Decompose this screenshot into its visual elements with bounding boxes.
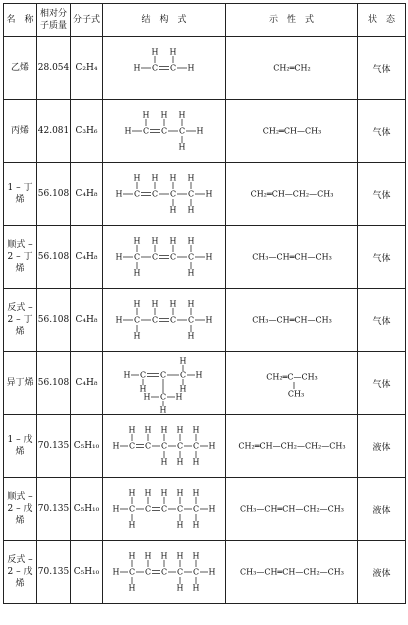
carbon-atom: C [192, 441, 200, 451]
hydrogen-atom: H [187, 268, 195, 278]
hydrogen-atom: H [160, 457, 168, 467]
header-row [4, 4, 406, 37]
hydrogen-atom: H [208, 441, 216, 451]
hydrogen-atom: H [115, 315, 123, 325]
hydrogen-atom: H [133, 331, 141, 341]
structural-formula [103, 101, 225, 161]
table-row [4, 226, 406, 289]
hydrogen-atom: H [187, 205, 195, 215]
semi-formula-text: CH₃—CH═CH—CH₂—CH₃ [239, 504, 344, 514]
header-name: 名 称 [4, 4, 37, 37]
hydrogen-atom: H [112, 504, 120, 514]
carbon-atom: C [176, 441, 184, 451]
hydrogen-atom: H [178, 142, 186, 152]
hydrogen-atom: H [133, 173, 141, 183]
molecular-weight: 56.108 [37, 289, 71, 352]
hydrogen-atom: H [133, 236, 141, 246]
hydrogen-atom: H [160, 110, 168, 120]
molecular-formula: C₅H₁₀ [71, 541, 103, 604]
carbon-atom: C [159, 370, 167, 380]
carbon-atom: C [169, 315, 177, 325]
physical-state: 气体 [358, 100, 406, 163]
structural-formula [103, 164, 225, 224]
compound-name: 异丁烯 [4, 352, 37, 415]
structural-formula [103, 416, 225, 476]
hydrogen-atom: H [169, 173, 177, 183]
structural-formula [103, 290, 225, 350]
semi-formula-text: CH₂═CH—CH₃ [262, 126, 321, 136]
hydrogen-atom: H [187, 236, 195, 246]
molecular-weight: 70.135 [37, 541, 71, 604]
hydrogen-atom: H [128, 488, 136, 498]
physical-state: 气体 [358, 352, 406, 415]
table-row [4, 541, 406, 604]
table-row [4, 289, 406, 352]
structural-formula [103, 227, 225, 287]
carbon-atom: C [151, 252, 159, 262]
hydrogen-atom: H [144, 551, 152, 561]
structural-formula [103, 479, 225, 539]
carbon-atom: C [144, 567, 152, 577]
structural-formula-cell [103, 415, 226, 478]
structural-formula [103, 353, 225, 413]
hydrogen-atom: H [133, 268, 141, 278]
semi-structural-formula [227, 237, 357, 277]
semi-structural-formula [227, 426, 357, 466]
hydrogen-atom: H [208, 567, 216, 577]
physical-state: 液体 [358, 541, 406, 604]
table-row [4, 478, 406, 541]
semi-structural-cell [226, 163, 358, 226]
hydrogen-atom: H [128, 583, 136, 593]
hydrogen-atom: H [115, 189, 123, 199]
carbon-atom: C [151, 63, 159, 73]
hydrogen-atom: H [175, 392, 183, 402]
hydrogen-atom: H [178, 110, 186, 120]
semi-structural-cell [226, 37, 358, 100]
hydrogen-atom: H [192, 520, 200, 530]
carbon-atom: C [133, 252, 141, 262]
header-structure: 结 构 式 [103, 4, 226, 37]
hydrogen-atom: H [128, 425, 136, 435]
semi-structural-formula [227, 300, 357, 340]
table-row [4, 415, 406, 478]
carbon-atom: C [179, 370, 187, 380]
molecular-weight: 28.054 [37, 37, 71, 100]
carbon-atom: C [144, 504, 152, 514]
hydrogen-atom: H [192, 488, 200, 498]
hydrogen-atom: H [160, 488, 168, 498]
physical-state: 气体 [358, 37, 406, 100]
hydrogen-atom: H [179, 356, 187, 366]
molecular-weight: 70.135 [37, 478, 71, 541]
semi-structural-formula [227, 48, 357, 88]
semi-structural-cell [226, 289, 358, 352]
hydrogen-atom: H [123, 370, 131, 380]
semi-structural-formula [227, 489, 357, 529]
carbon-atom: C [187, 189, 195, 199]
semi-structural-cell [226, 100, 358, 163]
hydrogen-atom: H [169, 299, 177, 309]
hydrogen-atom: H [112, 567, 120, 577]
semi-structural-formula [227, 111, 357, 151]
alkene-properties-table [3, 3, 406, 604]
semi-structural-formula [227, 363, 357, 403]
molecular-formula: C₂H₄ [71, 37, 103, 100]
carbon-atom: C [187, 252, 195, 262]
table-row [4, 37, 406, 100]
hydrogen-atom: H [160, 551, 168, 561]
carbon-atom: C [176, 567, 184, 577]
hydrogen-atom: H [195, 370, 203, 380]
hydrogen-atom: H [192, 425, 200, 435]
compound-name: 乙烯 [4, 37, 37, 100]
carbon-atom: C [176, 504, 184, 514]
physical-state: 液体 [358, 478, 406, 541]
molecular-weight: 70.135 [37, 415, 71, 478]
structural-formula-cell [103, 289, 226, 352]
hydrogen-atom: H [112, 441, 120, 451]
semi-structural-formula [227, 174, 357, 214]
carbon-atom: C [192, 567, 200, 577]
carbon-atom: C [144, 441, 152, 451]
compound-name: 1 – 丁烯 [4, 163, 37, 226]
compound-name: 1 – 戊烯 [4, 415, 37, 478]
carbon-atom: C [169, 252, 177, 262]
hydrogen-atom: H [208, 504, 216, 514]
molecular-formula: C₄H₈ [71, 226, 103, 289]
carbon-atom: C [139, 370, 147, 380]
hydrogen-atom: H [196, 126, 204, 136]
hydrogen-atom: H [192, 551, 200, 561]
compound-name: 丙烯 [4, 100, 37, 163]
hydrogen-atom: H [179, 384, 187, 394]
hydrogen-atom: H [151, 236, 159, 246]
hydrogen-atom: H [176, 583, 184, 593]
hydrogen-atom: H [192, 583, 200, 593]
carbon-atom: C [133, 189, 141, 199]
hydrogen-atom: H [144, 425, 152, 435]
header-semi-structural: 示 性 式 [226, 4, 358, 37]
structural-formula-cell [103, 541, 226, 604]
molecular-weight: 42.081 [37, 100, 71, 163]
carbon-atom: C [133, 315, 141, 325]
hydrogen-atom: H [169, 205, 177, 215]
carbon-atom: C [160, 441, 168, 451]
semi-structural-cell [226, 478, 358, 541]
molecular-formula: C₅H₁₀ [71, 415, 103, 478]
molecular-weight: 56.108 [37, 352, 71, 415]
molecular-formula: C₄H₈ [71, 352, 103, 415]
hydrogen-atom: H [176, 425, 184, 435]
carbon-atom: C [169, 63, 177, 73]
hydrogen-atom: H [176, 520, 184, 530]
hydrogen-atom: H [128, 520, 136, 530]
hydrogen-atom: H [151, 173, 159, 183]
semi-formula-text: CH₂═CH—CH₂—CH₂—CH₃ [237, 441, 346, 451]
carbon-atom: C [160, 567, 168, 577]
carbon-atom: C [128, 567, 136, 577]
table-row [4, 163, 406, 226]
semi-structural-cell [226, 226, 358, 289]
header-molecular-weight: 相对分子质量 [37, 4, 71, 37]
semi-structural-cell [226, 415, 358, 478]
hydrogen-atom: H [133, 63, 141, 73]
hydrogen-atom: H [169, 47, 177, 57]
carbon-atom: C [128, 504, 136, 514]
hydrogen-atom: H [176, 551, 184, 561]
table-row [4, 352, 406, 415]
compound-name: 顺式 – 2 – 丁烯 [4, 226, 37, 289]
structural-formula-cell [103, 100, 226, 163]
hydrogen-atom: H [142, 110, 150, 120]
hydrogen-atom: H [124, 126, 132, 136]
hydrogen-atom: H [139, 384, 147, 394]
structural-formula-cell [103, 352, 226, 415]
semi-formula-text: CH₂═CH—CH₂—CH₃ [250, 189, 333, 199]
physical-state: 液体 [358, 415, 406, 478]
hydrogen-atom: H [187, 173, 195, 183]
molecular-weight: 56.108 [37, 163, 71, 226]
structural-formula-cell [103, 163, 226, 226]
carbon-atom: C [192, 504, 200, 514]
carbon-atom: C [187, 315, 195, 325]
carbon-atom: C [159, 392, 167, 402]
semi-formula-text: CH₃—CH═CH—CH₃ [251, 315, 332, 325]
hydrogen-atom: H [205, 315, 213, 325]
carbon-atom: C [151, 315, 159, 325]
hydrogen-atom: H [187, 331, 195, 341]
hydrogen-atom: H [159, 405, 167, 413]
carbon-atom: C [178, 126, 186, 136]
structural-formula-cell [103, 37, 226, 100]
carbon-atom: C [128, 441, 136, 451]
hydrogen-atom: H [187, 63, 195, 73]
hydrogen-atom: H [176, 488, 184, 498]
semi-formula-text: CH₃—CH═CH—CH₃ [251, 252, 332, 262]
carbon-atom: C [151, 189, 159, 199]
hydrogen-atom: H [169, 236, 177, 246]
header-formula: 分子式 [71, 4, 103, 37]
physical-state: 气体 [358, 226, 406, 289]
hydrogen-atom: H [151, 47, 159, 57]
semi-formula-branch: CH₃ [287, 389, 304, 399]
hydrogen-atom: H [144, 488, 152, 498]
compound-name: 反式 – 2 – 戊烯 [4, 541, 37, 604]
carbon-atom: C [160, 504, 168, 514]
molecular-formula: C₅H₁₀ [71, 478, 103, 541]
physical-state: 气体 [358, 289, 406, 352]
semi-structural-formula [227, 552, 357, 592]
hydrogen-atom: H [176, 457, 184, 467]
compound-name: 反式 – 2 – 丁烯 [4, 289, 37, 352]
semi-formula-text: CH₂═CH₂ [272, 63, 311, 73]
physical-state: 气体 [358, 163, 406, 226]
molecular-formula: C₄H₈ [71, 289, 103, 352]
hydrogen-atom: H [143, 392, 151, 402]
structural-formula-cell [103, 226, 226, 289]
molecular-formula: C₃H₆ [71, 100, 103, 163]
carbon-atom: C [169, 189, 177, 199]
table-row [4, 100, 406, 163]
molecular-weight: 56.108 [37, 226, 71, 289]
semi-structural-cell [226, 352, 358, 415]
hydrogen-atom: H [128, 551, 136, 561]
structural-formula-cell [103, 478, 226, 541]
hydrogen-atom: H [187, 299, 195, 309]
semi-formula-text: CH₃—CH═CH—CH₂—CH₃ [239, 567, 344, 577]
semi-formula-text: CH₂═C—CH₃ [265, 372, 318, 382]
hydrogen-atom: H [160, 425, 168, 435]
hydrogen-atom: H [115, 252, 123, 262]
molecular-formula: C₄H₈ [71, 163, 103, 226]
structural-formula [103, 38, 225, 98]
hydrogen-atom: H [151, 299, 159, 309]
semi-structural-cell [226, 541, 358, 604]
carbon-atom: C [142, 126, 150, 136]
structural-formula [103, 542, 225, 602]
hydrogen-atom: H [205, 252, 213, 262]
compound-name: 顺式 – 2 – 戊烯 [4, 478, 37, 541]
hydrogen-atom: H [133, 299, 141, 309]
hydrogen-atom: H [192, 457, 200, 467]
header-state: 状 态 [358, 4, 406, 37]
carbon-atom: C [160, 126, 168, 136]
hydrogen-atom: H [205, 189, 213, 199]
